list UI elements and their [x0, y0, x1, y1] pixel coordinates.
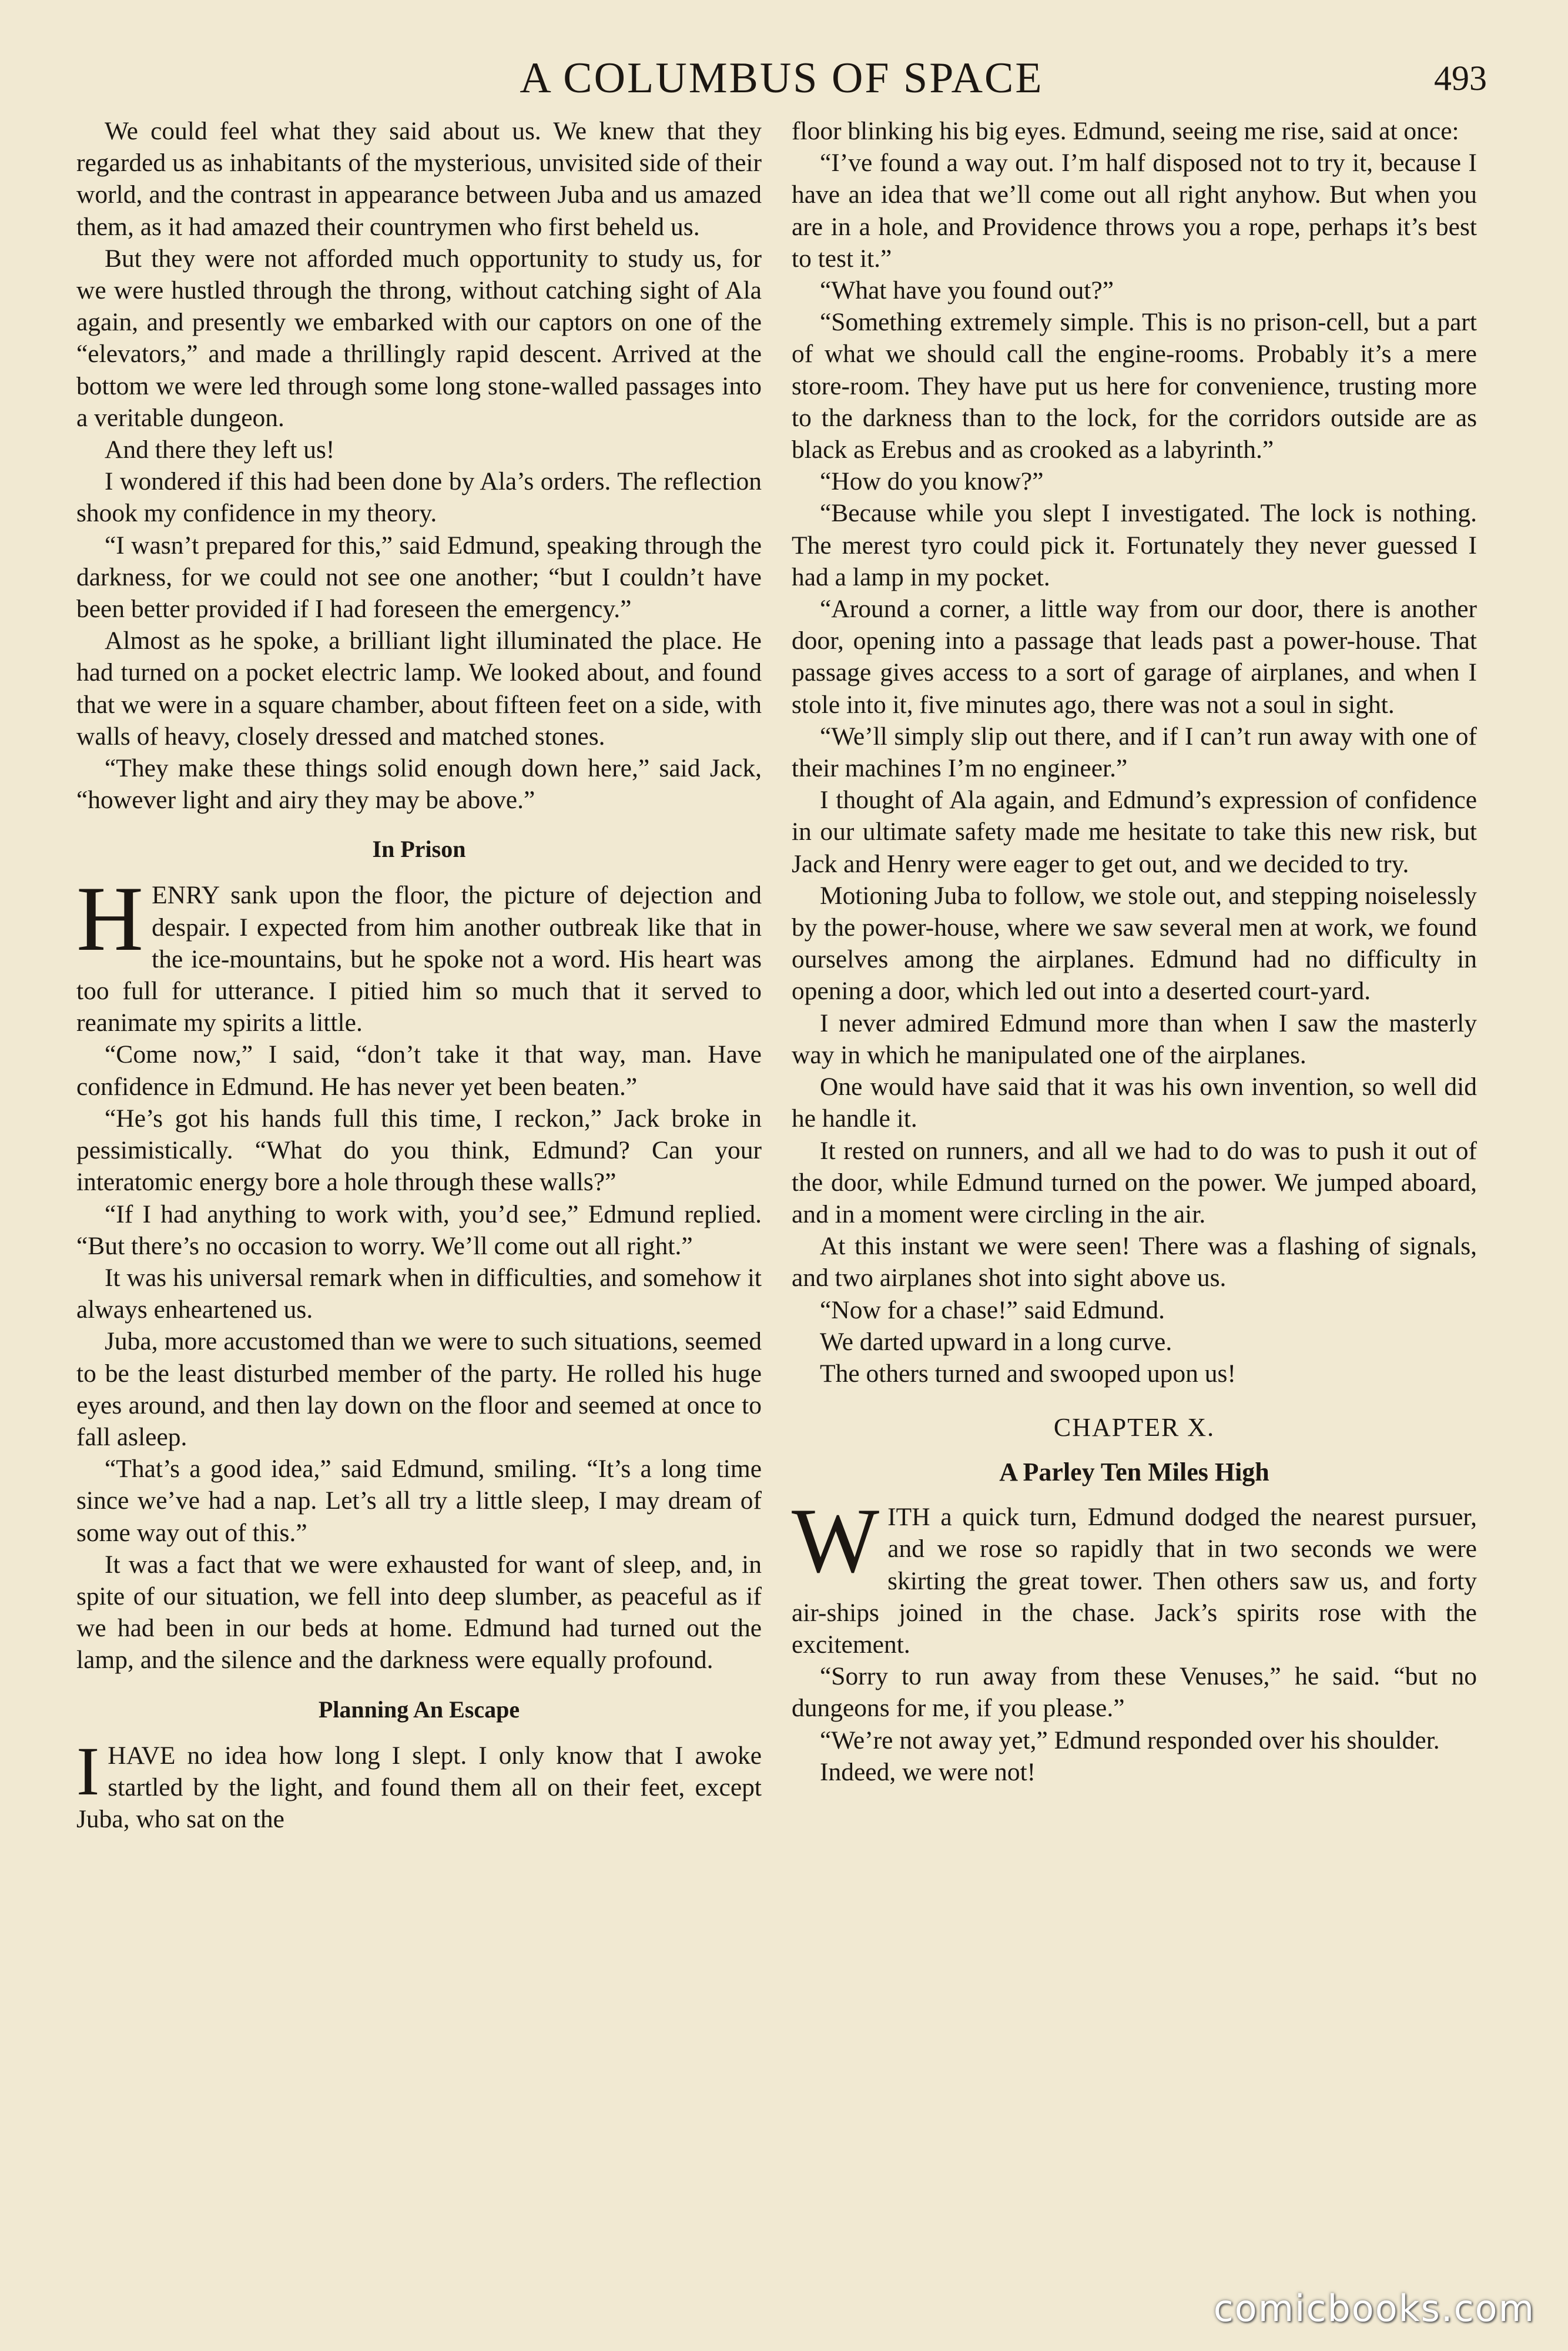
paragraph: “We’ll simply slip out there, and if I can’t run away with one of their machines I’m no engineer.”	[792, 722, 1477, 783]
watermark: comicbooks.com	[1213, 2287, 1535, 2330]
paragraph: Motioning Juba to follow, we stole out, and stepping noiselessly by the power-house, where we saw several men at work, we found ourselves among the airplanes. Edmund had no difficulty in opening a door, which led out into a deserted court-yard.	[792, 881, 1477, 1006]
paragraph: The others turned and swooped upon us!	[820, 1359, 1236, 1388]
paragraph: “How do you know?”	[820, 467, 1044, 496]
paragraph-with-dropcap	[76, 868, 762, 1039]
paragraph-with-dropcap	[76, 1732, 762, 1836]
right-column	[792, 115, 1477, 1788]
paragraph: “Sorry to run away from these Venuses,” he said. “but no dungeons for me, if you please.”	[792, 1662, 1477, 1723]
paragraph: “I wasn’t prepared for this,” said Edmund, speaking through the darkness, for we could not see one another; “but I couldn’t have been better provided if I had foreseen the emergency.”	[76, 531, 762, 624]
paragraph: At this instant we were seen! There was a flashing of signals, and two airplanes shot into sight above us.	[792, 1232, 1477, 1292]
left-column	[76, 115, 762, 1835]
running-title: A COLUMBUS OF SPACE	[520, 54, 1044, 102]
paragraph: I never admired Edmund more than when I saw the masterly way in which he manipulated one of the airplanes.	[792, 1009, 1477, 1069]
paragraph: We darted upward in a long curve.	[820, 1327, 1172, 1356]
paragraph: “Come now,” I said, “don’t take it that way, man. Have confidence in Edmund. He has never yet been beaten.”	[76, 1040, 762, 1101]
paragraph: “Around a corner, a little way from our door, there is another door, opening into a passage that leads past a power-house. That passage gives access to a sort of garage of airplanes, and when I stole into it, five minutes ago, there was not a soul in sight.	[792, 595, 1477, 719]
paragraph: It rested on runners, and all we had to do was to push it out of the door, while Edmund turned on the power. We jumped aboard, and in a moment were circling in the air.	[792, 1136, 1477, 1228]
page-header	[76, 52, 1487, 105]
paragraph: It was his universal remark when in difficulties, and somehow it always enheartened us.	[76, 1263, 762, 1324]
paragraph: I thought of Ala again, and Edmund’s expression of confidence in our ultimate safety made me hesitate to take this new risk, but Jack and Henry were eager to get out, and we decided to try.	[792, 786, 1477, 878]
paragraph: “He’s got his hands full this time, I reckon,” Jack broke in pessimistically. “What do you think, Edmund? Can your interatomic energy bore a hole through these walls?”	[76, 1104, 762, 1197]
drop-cap: H	[76, 868, 144, 971]
paragraph: Almost as he spoke, a brilliant light illuminated the place. He had turned on a pocket electric lamp. We looked about, and found that we were in a square chamber, about fifteen feet on a side, with walls of heavy, closely dressed and matched stones.	[76, 627, 762, 751]
paragraph: “That’s a good idea,” said Edmund, smiling. “It’s a long time since we’ve had a nap. Let’s all try a little sleep, I may dream of some way out of this.”	[76, 1455, 762, 1547]
drop-cap: W	[792, 1489, 880, 1593]
paragraph-text: HAVE no idea how long I slept. I only know that I awoke startled by the light, and found them all on their feet, except Juba, who sat on the	[76, 1741, 762, 1833]
paragraph: “Something extremely simple. This is no prison-cell, but a part of what we should call the engine-rooms. Probably it’s a mere store-room. They have put us here for convenience, trusting more to the darkness than to the lock, for the corridors outside are as black as Erebus and as crooked as a labyrinth.”	[792, 308, 1477, 464]
drop-cap: I	[76, 1732, 100, 1810]
paragraph: One would have said that it was his own invention, so well did he handle it.	[792, 1073, 1477, 1133]
paragraph: It was a fact that we were exhausted for want of sleep, and, in spite of our situation, we fell into deep slumber, as peaceful as if we had been in our beds at home. Edmund had turned out the lamp, and the silence and the darkness were equally profound.	[76, 1550, 762, 1674]
paragraph: “What have you found out?”	[820, 276, 1114, 305]
paragraph: floor blinking his big eyes. Edmund, seeing me rise, said at once:	[792, 117, 1459, 145]
paragraph-text: ENRY sank upon the floor, the picture of dejection and despair. I expected from him another outbreak like that in the ice-mountains, but he spoke not a word. His heart was too full for utterance. I pitied him so much that it served to reanimate my spirits a little.	[76, 881, 762, 1037]
paragraph: “If I had anything to work with, you’d see,” Edmund replied. “But there’s no occasion to worry. We’ll come out all right.”	[76, 1200, 762, 1260]
paragraph: I wondered if this had been done by Ala’s orders. The reflection shook my confidence in my theory.	[76, 467, 762, 528]
section-heading-in-prison: In Prison	[372, 836, 466, 863]
chapter-title: A Parley Ten Miles High	[999, 1458, 1269, 1487]
chapter-heading: CHAPTER X.	[1053, 1413, 1215, 1442]
paragraph: Juba, more accustomed than we were to such situations, seemed to be the least disturbed member of the party. He rolled his huge eyes around, and then lay down on the floor and seemed at once to fall asleep.	[76, 1327, 762, 1451]
paragraph: “They make these things solid enough down here,” said Jack, “however light and airy they may be above.”	[76, 754, 762, 815]
paragraph: Indeed, we were not!	[820, 1757, 1036, 1786]
paragraph: And there they left us!	[105, 436, 335, 464]
page-number: 493	[1434, 59, 1487, 98]
paragraph-text: ITH a quick turn, Edmund dodged the nearest pursuer, and we rose so rapidly that in two seconds we were skirting the great tower. Then others saw us, and forty air-ships joined in the chase. Jack’s spirits rose with the excitement.	[792, 1503, 1477, 1659]
paragraph: “We’re not away yet,” Edmund responded over his shoulder.	[820, 1726, 1440, 1754]
paragraph-with-dropcap	[792, 1489, 1477, 1660]
paragraph: But they were not afforded much opportunity to study us, for we were hustled through the throng, without catching sight of Ala again, and presently we embarked with our captors on one of the “elevators,” and made a thrillingly rapid descent. Arrived at the bottom we were led through some long stone-walled passages into a veritable dungeon.	[76, 244, 762, 432]
paragraph: “I’ve found a way out. I’m half disposed not to try it, because I have an idea that we’ll come out all right anyhow. But when you are in a hole, and Providence throws you a rope, perhaps it’s best to test it.”	[792, 149, 1477, 273]
section-heading-planning-an-escape: Planning An Escape	[318, 1696, 520, 1723]
paragraph: “Because while you slept I investigated. The lock is nothing. The merest tyro could pick it. Fortunately they never guessed I had a lamp in my pocket.	[792, 499, 1477, 591]
paragraph: “Now for a chase!” said Edmund.	[820, 1295, 1165, 1324]
paragraph: We could feel what they said about us. We knew that they regarded us as inhabitants of the mysterious, unvisited side of their world, and the contrast in appearance between Juba and us amazed them, as it had amazed their countrymen who first beheld us.	[76, 117, 762, 241]
